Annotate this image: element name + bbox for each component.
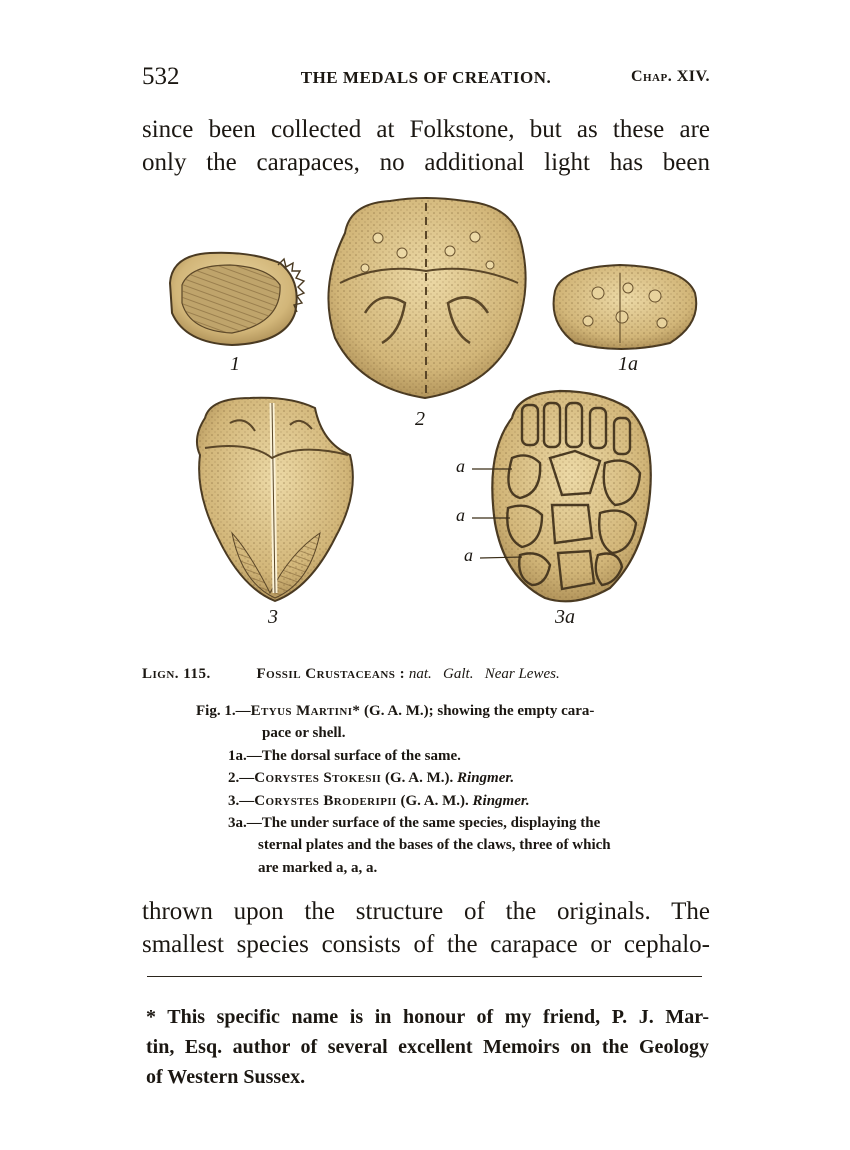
fig3a-carapace (492, 391, 650, 601)
footnote-line: * This specific name is in honour of my friend, P. J. Mar- (146, 1006, 709, 1028)
pointer-label-a: a (456, 456, 465, 476)
entry-number: 3.— (228, 792, 255, 809)
entry-number: 1a.— (228, 747, 262, 764)
chapter-label: Chap. XIV. (630, 68, 710, 85)
body-line: thrown upon the structure of the originals. The (142, 898, 710, 925)
fig3-carapace (197, 398, 353, 601)
species-name: Etyus Martini* (250, 703, 361, 719)
legend-entry (196, 767, 686, 789)
figure-label-2: 2 (415, 408, 425, 430)
entry-number: 3a.— (228, 815, 262, 832)
lign-number: Lign. 115. (142, 666, 211, 682)
figure-label-1: 1 (230, 353, 240, 375)
footnote-line: tin, Esq. author of several excellent Memoirs on the Geology (146, 1036, 709, 1058)
plate-caption-heading (142, 666, 710, 683)
entry-text: pace or shell. (262, 725, 346, 742)
entry-text: (G. A. M.). (396, 792, 473, 809)
figure-label-3a: 3a (555, 606, 575, 628)
page-number: 532 (142, 63, 180, 90)
fossil-illustration (150, 193, 710, 638)
plate-heading: Fossil Crustaceans : (256, 666, 406, 682)
entry-text: (G. A. M.); showing the empty cara- (360, 703, 595, 719)
entry-place: Ringmer. (472, 792, 530, 809)
footnote-rule (147, 976, 702, 977)
pointer-label-a: a (456, 505, 465, 525)
footnote (146, 1002, 709, 1092)
fossil-plate (150, 193, 710, 638)
fig1-carapace (170, 253, 304, 345)
entry-text: The dorsal surface of the same. (261, 747, 461, 764)
pointer-label-a: a (464, 545, 473, 565)
figure-legend (196, 700, 686, 879)
body-line: since been collected at Folkstone, but as these are (142, 116, 710, 143)
entry-number: Fig. 1.— (196, 703, 251, 719)
entry-text: The under surface of the same species, displaying the (261, 815, 601, 832)
nat-note: nat. (408, 666, 432, 682)
legend-entry (196, 812, 686, 879)
species-name: Corystes Stokesii (254, 770, 382, 787)
locality: Near Lewes. (484, 666, 560, 682)
figure-label-3: 3 (268, 606, 278, 628)
body-paragraph-bottom (142, 895, 710, 961)
entry-text: sternal plates and the bases of the claws, three of which (258, 837, 611, 854)
legend-entry (196, 745, 686, 767)
body-line: only the carapaces, no additional light has been (142, 149, 710, 176)
entry-text: (G. A. M.). (381, 770, 458, 787)
fig1a-carapace (554, 265, 697, 349)
figure-label-1a: 1a (618, 353, 638, 375)
entry-place: Ringmer. (457, 770, 515, 787)
entry-text: are marked a, a, a. (258, 859, 378, 876)
body-line: smallest species consists of the carapace or cephalo- (142, 931, 710, 958)
legend-entry (196, 790, 686, 812)
fig2-carapace (328, 198, 525, 398)
entry-number: 2.— (228, 770, 255, 787)
running-title: THE MEDALS OF CREATION. (300, 68, 552, 87)
footnote-line: of Western Sussex. (146, 1066, 306, 1088)
formation: Galt. (443, 666, 474, 682)
legend-entry (196, 700, 686, 745)
species-name: Corystes Broderipii (254, 792, 397, 809)
running-head (142, 63, 710, 93)
body-paragraph-top (142, 113, 710, 179)
